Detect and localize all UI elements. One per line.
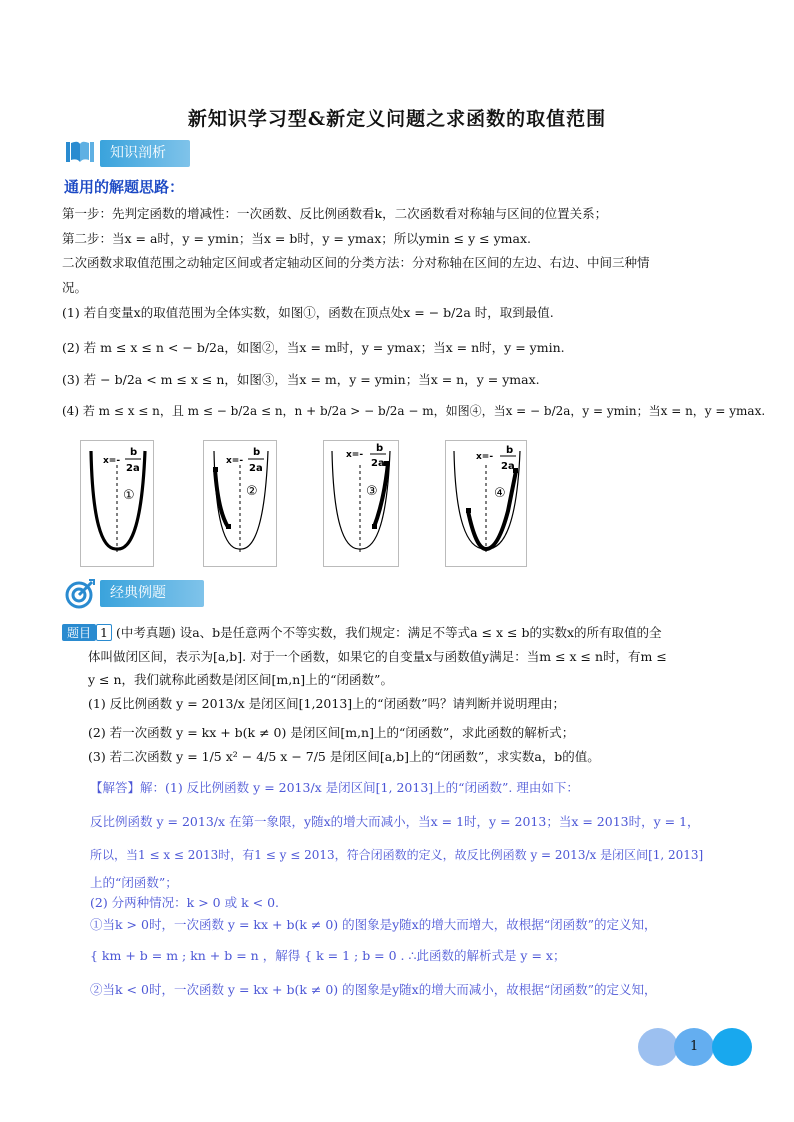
figure-2-den: 2a xyxy=(249,463,263,474)
figure-1 xyxy=(80,440,154,567)
knowledge-step1: 第一步：先判定函数的增减性：一次函数、反比例函数看k，二次函数看对称轴与区间的位置关系； xyxy=(62,206,608,221)
answer-line-1: 【解答】解：(1) 反比例函数 y = 2013/x 是闭区间[1, 2013]上的“闭函数”. 理由如下： xyxy=(90,780,579,795)
figure-3-marker: ③ xyxy=(366,484,378,499)
question-1: (1) 反比例函数 y = 2013/x 是闭区间[1,2013]上的“闭函数”吗？请判断并说明理由； xyxy=(88,696,565,711)
figure-3-axis: x=- xyxy=(346,450,364,460)
page-circle-right xyxy=(712,1028,752,1066)
answer-line-8: ②当k < 0时，一次函数 y = kx + b(k ≠ 0) 的图象是y随x的增大而减小，故根据“闭函数”的定义知， xyxy=(90,982,657,997)
figure-3 xyxy=(323,440,399,567)
figure-2 xyxy=(203,440,277,567)
problem-line-1 xyxy=(62,623,662,641)
knowledge-step2: 第二步：当x = a时，y = ymin；当x = b时，y = ymax；所以ymin ≤ y ≤ ymax. xyxy=(62,231,531,246)
case-1: (1) 若自变量x的取值范围为全体实数，如图①，函数在顶点处x = − b/2a 时，取到最值. xyxy=(62,305,554,320)
page-number: 1 xyxy=(690,1039,699,1054)
page-circle-left xyxy=(638,1028,678,1066)
answer-line-5: (2) 分两种情况：k > 0 或 k < 0. xyxy=(90,895,279,910)
case-4: (4) 若 m ≤ x ≤ n，且 m ≤ − b/2a ≤ n，n + b/2a > − b/2a − m，如图④，当x = − b/2a，y = ymin；当x = n，y = ymax. xyxy=(62,404,766,418)
figure-1-num: b xyxy=(130,447,138,458)
subheading-approach: 通用的解题思路： xyxy=(64,178,185,196)
problem-tag: 题目 xyxy=(62,624,96,641)
case-3: (3) 若 − b/2a < m ≤ x ≤ n，如图③，当x = m，y = ymin；当x = n，y = ymax. xyxy=(62,372,540,387)
page-title: 新知识学习型&新定义问题之求函数的取值范围 xyxy=(187,108,607,130)
figure-1-axis: x=- xyxy=(103,456,121,466)
figure-3-den: 2a xyxy=(371,458,385,469)
figure-2-axis: x=- xyxy=(226,456,244,466)
figure-1-marker: ① xyxy=(123,488,135,503)
answer-line-6: ①当k > 0时，一次函数 y = kx + b(k ≠ 0) 的图象是y随x的增大而增大，故根据“闭函数”的定义知， xyxy=(90,917,657,932)
figure-4-den: 2a xyxy=(501,461,515,472)
problem-text-1: (中考真题) 设a、b是任意两个不等实数，我们规定：满足不等式a ≤ x ≤ b的实数x的所有取值的全 xyxy=(115,625,662,640)
question-2: (2) 若一次函数 y = kx + b(k ≠ 0) 是闭区间[m,n]上的“闭函数”，求此函数的解析式； xyxy=(88,725,575,740)
figure-3-num: b xyxy=(376,443,384,454)
figure-4 xyxy=(445,440,527,567)
figure-4-num: b xyxy=(506,445,514,456)
figure-4-axis: x=- xyxy=(476,452,494,462)
answer-line-7: { km + b = m ; kn + b = n ，解得 { k = 1 ; b = 0 . ∴此函数的解析式是 y = x； xyxy=(90,948,566,963)
problem-text-3: y ≤ n，我们就称此函数是闭区间[m,n]上的“闭函数”。 xyxy=(88,672,393,687)
figure-2-num: b xyxy=(253,447,261,458)
answer-line-4: 上的“闭函数”； xyxy=(90,875,178,890)
answer-line-2: 反比例函数 y = 2013/x 在第一象限，y随x的增大而减小，当x = 1时，y = 2013；当x = 2013时，y = 1， xyxy=(90,814,700,829)
figure-2-marker: ② xyxy=(246,484,258,499)
knowledge-text1: 二次函数求取值范围之动轴定区间或者定轴动区间的分类方法：分对称轴在区间的左边、右边、中间三种情 xyxy=(62,255,650,270)
answer-line-3: 所以，当1 ≤ x ≤ 2013时，有1 ≤ y ≤ 2013，符合闭函数的定义，故反比例函数 y = 2013/x 是闭区间[1, 2013] xyxy=(90,848,704,862)
question-3: (3) 若二次函数 y = 1/5 x² − 4/5 x − 7/5 是闭区间[a,b]上的“闭函数”，求实数a，b的值。 xyxy=(88,749,600,764)
problem-number: 1 xyxy=(96,624,112,641)
section-banner-examples: 经典例题 xyxy=(100,580,204,607)
target-icon xyxy=(64,578,96,610)
problem-text-2: 体叫做闭区间，表示为[a,b]. 对于一个函数，如果它的自变量x与函数值y满足：当m ≤ x ≤ n时，有m ≤ xyxy=(88,649,667,664)
figure-4-marker: ④ xyxy=(494,486,506,501)
section-banner-knowledge: 知识剖析 xyxy=(100,140,190,167)
case-2: (2) 若 m ≤ x ≤ n < − b/2a，如图②，当x = m时，y = ymax；当x = n时，y = ymin. xyxy=(62,340,565,355)
knowledge-text2: 况。 xyxy=(62,280,88,295)
figure-1-den: 2a xyxy=(126,463,140,474)
book-icon xyxy=(64,138,96,166)
